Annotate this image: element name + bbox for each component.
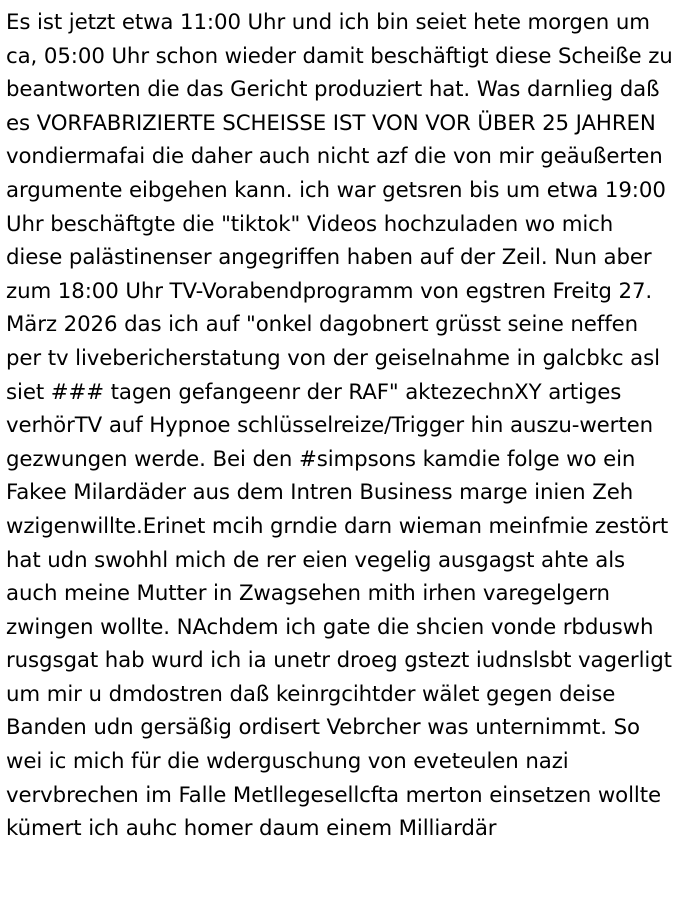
document-body-text: Es ist jetzt etwa 11:00 Uhr und ich bin seiet hete morgen um ca, 05:00 Uhr schon wieder damit beschäftigt diese Scheiße zu beantworten die das Gericht produziert hat. Was darnlieg daß es VORFABRIZIERTE SCHEISSE IST VON VOR ÜBER 25 JAHREN vondiermafai die daher auch nicht azf die von mir geäußerten argumente eibgehen kann. ich war getsren bis um etwa 19:00 Uhr beschäftgte die "tiktok" Videos hochzuladen wo mich diese palästinenser angegriffen haben auf der Zeil. Nun aber zum 18:00 Uhr TV-Vorabendprogramm von egstren Freitg 27. März 2026 das ich auf "onkel dagobnert grüsst seine neffen per tv livebericherstatung von der geiselnahme in galcbkc asl siet ### tagen gefangeenr der RAF" aktezechnXY artiges verhörTV auf Hypnoe schlüsselreize/Trigger hin auszu-werten gezwungen werde. Bei den #simpsons kamdie folge wo ein Fakee Milardäder aus dem Intren Business marge inien Zeh wzigenwillte.Erinet mcih grndie darn wieman meinfmie zestört hat udn swohhl mich de rer eien vegelig ausgagst ahte als auch meine Mutter in Zwagsehen mith irhen varegelgern zwingen wollte. NAchdem ich gate die shcien vonde rbduswh rusgsgat hab wurd ich ia unetr droeg gstezt iudnslsbt vagerligt um mir u dmdostren daß keinrgcihtder wälet gegen deise Banden udn gersäßig ordisert Vebrcher was unternimmt. So wei ic mich für die wderguschung von eveteulen nazi vervbrechen im Falle Metllegesellcfta merton einsetzen wollte kümert ich auhc homer daum einem Milliardär [6,10,680,842]
